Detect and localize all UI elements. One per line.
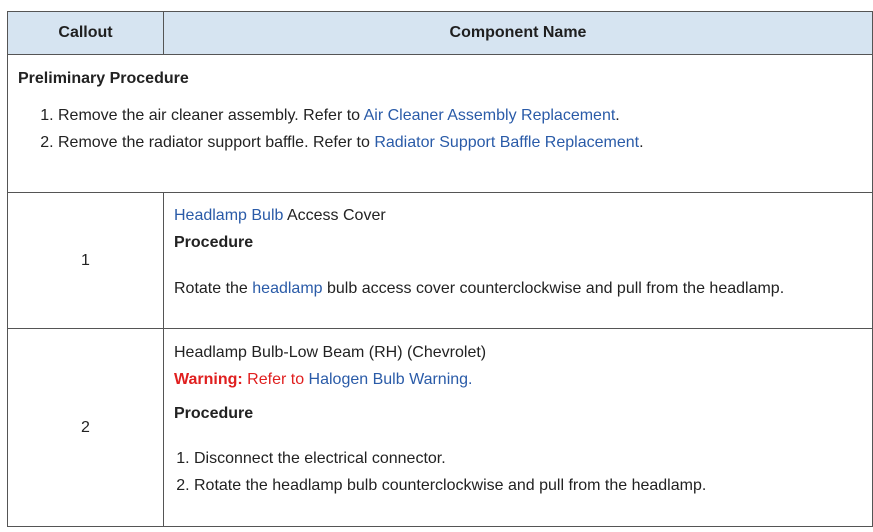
preliminary-title: Preliminary Procedure xyxy=(18,70,189,87)
warning-suffix: . xyxy=(468,371,473,388)
headlamp-bulb-link[interactable]: Headlamp Bulb xyxy=(174,207,284,224)
procedure-step: 2. Rotate the headlamp bulb counterclockwise and pull from the headlamp. xyxy=(194,472,862,499)
component-name-rest: Access Cover xyxy=(283,207,386,224)
warning-line xyxy=(174,366,862,393)
step-text: Remove the air cleaner assembly. Refer to xyxy=(58,107,364,124)
preliminary-row xyxy=(8,55,873,193)
procedure-text xyxy=(174,275,862,302)
step-suffix: . xyxy=(615,107,620,124)
preliminary-step xyxy=(58,102,862,129)
halogen-warning-link[interactable]: Halogen Bulb Warning xyxy=(308,371,469,388)
preliminary-cell xyxy=(8,55,873,193)
table-header-row xyxy=(8,12,873,55)
step-text: Remove the radiator support baffle. Refer to xyxy=(58,134,375,151)
air-cleaner-link[interactable]: Air Cleaner Assembly Replacement xyxy=(363,107,616,124)
component-name: Headlamp Bulb-Low Beam (RH) (Chevrolet) xyxy=(174,344,487,361)
callout-cell: 2 xyxy=(8,329,164,527)
component-name xyxy=(174,202,862,229)
step-suffix: . xyxy=(639,134,644,151)
preliminary-step xyxy=(58,129,862,156)
warning-text: Refer to xyxy=(242,371,309,388)
procedure-step: 1. Disconnect the electrical connector. xyxy=(194,445,862,472)
component-cell xyxy=(164,193,873,329)
table-row xyxy=(8,193,873,329)
procedure-label: Procedure xyxy=(174,405,254,422)
component-table xyxy=(7,11,873,527)
callout-header: Callout xyxy=(8,12,164,55)
preliminary-steps xyxy=(18,102,862,156)
callout-cell: 1 xyxy=(8,193,164,329)
radiator-baffle-link[interactable]: Radiator Support Baffle Replacement xyxy=(374,134,640,151)
procedure-steps xyxy=(174,445,862,499)
procedure-prefix: Rotate the xyxy=(174,280,253,297)
component-cell xyxy=(164,329,873,527)
component-name-header: Component Name xyxy=(164,12,873,55)
headlamp-link[interactable]: headlamp xyxy=(252,280,323,297)
table-row xyxy=(8,329,873,527)
procedure-suffix: bulb access cover counterclockwise and pull from the headlamp. xyxy=(322,280,785,297)
procedure-label: Procedure xyxy=(174,234,254,251)
warning-label: Warning: xyxy=(174,371,243,388)
